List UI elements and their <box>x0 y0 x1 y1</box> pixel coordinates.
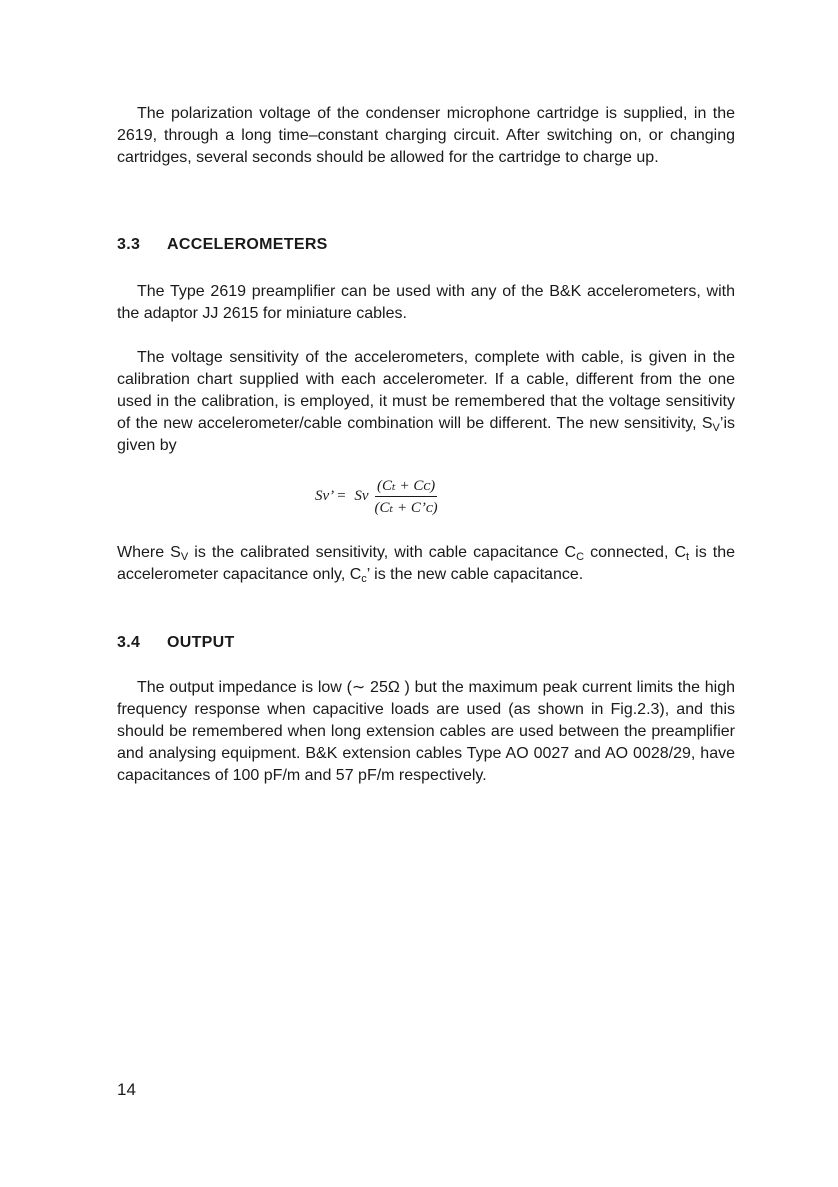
output-paragraph: The output impedance is low (∼ 25Ω ) but the maximum peak current limits the high frequency response when capacitive loads are used (as shown in Fig.2.3), and this should be remembered when long extension cables are used between the preamplifier and analysing equipment. B&K extension cables Type AO 0027 and AO 0028/29, have capacitances of 100 pF/m and 57 pF/m respectively. <box>117 679 735 784</box>
accel-paragraph-2-text: The voltage sensitivity of the accelerometers, complete with cable, is given in the calibration chart supplied with each accelerometer. If a cable, different from the one used in the calibration, is employed, it must be remembered that the voltage sensitivity of the new accelerometer/cable combination will be different. The new sensitivity, S <box>117 349 735 432</box>
accel-paragraph-1: The Type 2619 preamplifier can be used with any of the B&K accelerometers, with the adaptor JJ 2615 for miniature cables. <box>117 283 735 322</box>
accel-paragraph-2-tail: ’is given by <box>117 415 735 454</box>
formula-numerator: (Cₜ + Cᴄ) <box>375 476 437 497</box>
where-text-1: Where S <box>117 544 181 561</box>
where-text-3: connected, C <box>584 544 687 561</box>
subscript: c <box>361 573 367 585</box>
section-heading-accelerometers <box>117 236 328 254</box>
page-number: 14 <box>117 1080 136 1099</box>
formula-fraction <box>373 476 440 517</box>
subscript: C <box>576 551 585 563</box>
sensitivity-formula <box>315 476 440 517</box>
section-number: 3.3 <box>117 236 141 253</box>
intro-paragraph: The polarization voltage of the condenser microphone cartridge is supplied, in the 2619, through a long time–constant charging circuit. After switching on, or changing cartridges, several seconds should be allowed for the cartridge to charge up. <box>117 105 735 166</box>
section-number: 3.4 <box>117 634 141 651</box>
subscript: V <box>712 422 720 434</box>
where-text-2: is the calibrated sensitivity, with cable capacitance C <box>188 544 577 561</box>
accel-paragraph-2 <box>117 347 735 457</box>
where-paragraph <box>117 542 735 586</box>
section-title: ACCELEROMETERS <box>167 236 328 253</box>
section-title: OUTPUT <box>167 634 235 651</box>
formula-denominator: (Cₜ + C’ᴄ) <box>374 500 438 516</box>
formula-lhs: Sv’ = <box>315 488 347 504</box>
section-heading-output <box>117 634 235 652</box>
where-text-4: is the accelerometer capacitance only, C <box>117 544 735 583</box>
subscript: V <box>180 551 189 563</box>
subscript: t <box>686 551 690 563</box>
where-text-5: ’ is the new cable capacitance. <box>366 566 584 583</box>
formula-coefficient: Sv <box>354 488 369 504</box>
